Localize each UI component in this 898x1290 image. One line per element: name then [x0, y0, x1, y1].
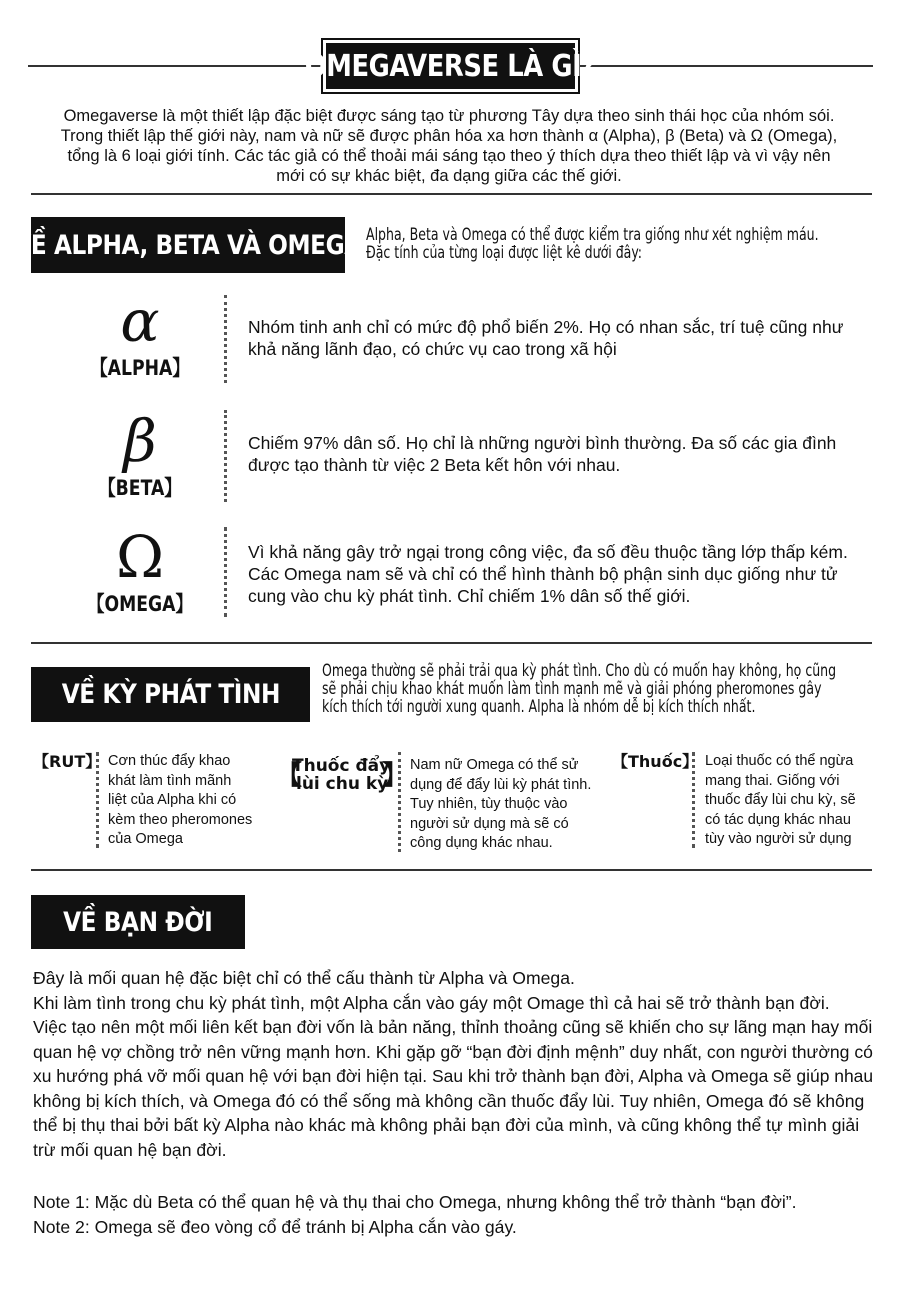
- page-title: [304, 40, 597, 92]
- abo-description-line: Đặc tính của từng loại được liệt kê dưới đây:: [366, 243, 642, 263]
- intro-paragraph: Omegaverse là một thiết lập đặc biệt được sáng tạo từ phương Tây dựa theo sinh thái học của nhóm sói. Trong thiết lập thế giới này, nam và nữ sẽ được phân hóa xa hơn thành α (Alpha), β (Beta) và Ω (Omega), tổng là 6 loại giới tính. Các tác giả có thể thoải mái sáng tạo theo ý thích dựa theo thiết lập và vì vậy nên mới có sự khác biệt, đa dạng giữa các thế giới.: [60, 107, 838, 185]
- alpha-label: 【ALPHA】: [90, 356, 190, 380]
- note-1: Note 1: Mặc dù Beta có thể quan hệ và thụ thai cho Omega, nhưng không thể trở thành “bạn đời”.: [33, 1192, 797, 1212]
- term-rut-description: Cơn thúc đẩy khao khát làm tình mãnh liệt của Alpha khi có kèm theo pheromones của Omega: [108, 753, 253, 847]
- abo-description: [366, 226, 886, 262]
- beta-symbol: β: [123, 407, 157, 475]
- alpha-symbol: α: [120, 287, 160, 355]
- omega-symbol-block: [60, 523, 220, 618]
- section-heading-abo: VỀ ALPHA, BETA VÀ OMEGA: [31, 217, 345, 273]
- alpha-symbol-block: [60, 287, 220, 382]
- divider-2: [31, 642, 872, 644]
- alpha-description: Nhóm tinh anh chỉ có mức độ phổ biến 2%. Họ có nhan sắc, trí tuệ cũng như khả năng lãnh đạo, có chức vụ cao trong xã hội: [248, 317, 844, 359]
- dotted-separator: [224, 295, 227, 383]
- dotted-separator: [398, 752, 401, 852]
- omega-label: 【OMEGA】: [87, 592, 193, 616]
- dotted-separator: [96, 752, 99, 848]
- term-suppressant-description: Nam nữ Omega có thể sử dụng để đẩy lùi kỳ phát tình. Tuy nhiên, tùy thuộc vào người sử dụng mà sẽ có công dụng khác nhau.: [410, 757, 592, 851]
- dotted-separator: [224, 527, 227, 617]
- omega-description: Vì khả năng gây trở ngại trong công việc, đa số đều thuộc tầng lớp thấp kém. Các Omega nam sẽ và chỉ có thể hình thành bộ phận sinh dục giống như tử cung vào chu kỳ phát tình. Chỉ chiếm 1% dân số thế giới.: [248, 542, 848, 606]
- divider-1: [31, 193, 872, 195]
- term-contraceptive: 【Thuốc】: [612, 752, 699, 771]
- beta-symbol-block: [60, 407, 220, 502]
- dotted-separator: [224, 410, 227, 502]
- dotted-separator: [692, 752, 695, 848]
- note-2: Note 2: Omega sẽ đeo vòng cổ để tránh bị Alpha cắn vào gáy.: [33, 1217, 517, 1237]
- term-contraceptive-description: Loại thuốc có thể ngừa mang thai. Giống với thuốc đẩy lùi chu kỳ, sẽ có tác dụng khác nhau tùy vào người sử dụng: [705, 753, 856, 847]
- mate-paragraph: Đây là mối quan hệ đặc biệt chỉ có thể cấu thành từ Alpha và Omega. Khi làm tình trong chu kỳ phát tình, một Alpha cắn vào gáy một Omage thì cả hai sẽ trở thành bạn đời. Việc tạo nên một mối liên kết bạn đời vốn là bản năng, thỉnh thoảng cũng sẽ khiến cho sự lãng mạn hay mối quan hệ vợ chồng trở nên vững mạnh hơn. Khi gặp gỡ “bạn đời định mệnh” duy nhất, con người thường có xu hướng phá vỡ mối quan hệ với bạn đời hiện tại. Sau khi trở thành bạn đời, Alpha và Omega sẽ giúp nhau không bị kích thích, và Omega đó có thể sống mà không cần thuốc đẩy lùi. Tuy nhiên, Omega đó sẽ không thể bị thụ thai bởi bất kỳ Alpha nào khác mà không phải bạn đời của mình, và cũng không thể tự mình giải trừ mối quan hệ bạn đời.: [33, 968, 874, 1160]
- notes: [33, 1190, 873, 1240]
- term-rut: 【RUT】: [33, 752, 102, 771]
- omega-symbol: Ω: [115, 523, 165, 591]
- divider-3: [31, 869, 872, 871]
- beta-label: 【BETA】: [98, 476, 182, 500]
- section-heading-heat: VỀ KỲ PHÁT TÌNH: [31, 667, 310, 722]
- beta-description: Chiếm 97% dân số. Họ chỉ là những người bình thường. Đa số các gia đình được tạo thành từ việc 2 Beta kết hôn với nhau.: [248, 433, 837, 475]
- section-heading-mate: VỀ BẠN ĐỜI: [31, 895, 245, 949]
- abo-description-line: Alpha, Beta và Omega có thể được kiểm tra giống như xét nghiệm máu.: [366, 225, 819, 245]
- heat-description: Omega thường sẽ phải trải qua kỳ phát tình. Cho dù có muốn hay không, họ cũng sẽ phải chịu khao khát muốn làm tình mạnh mẽ và giải phóng pheromones gây kích thích tới người xung quanh. Alpha là nhóm dễ bị kích thích nhất.: [322, 661, 837, 717]
- page-title-text: OMEGAVERSE LÀ GÌ?: [304, 48, 597, 84]
